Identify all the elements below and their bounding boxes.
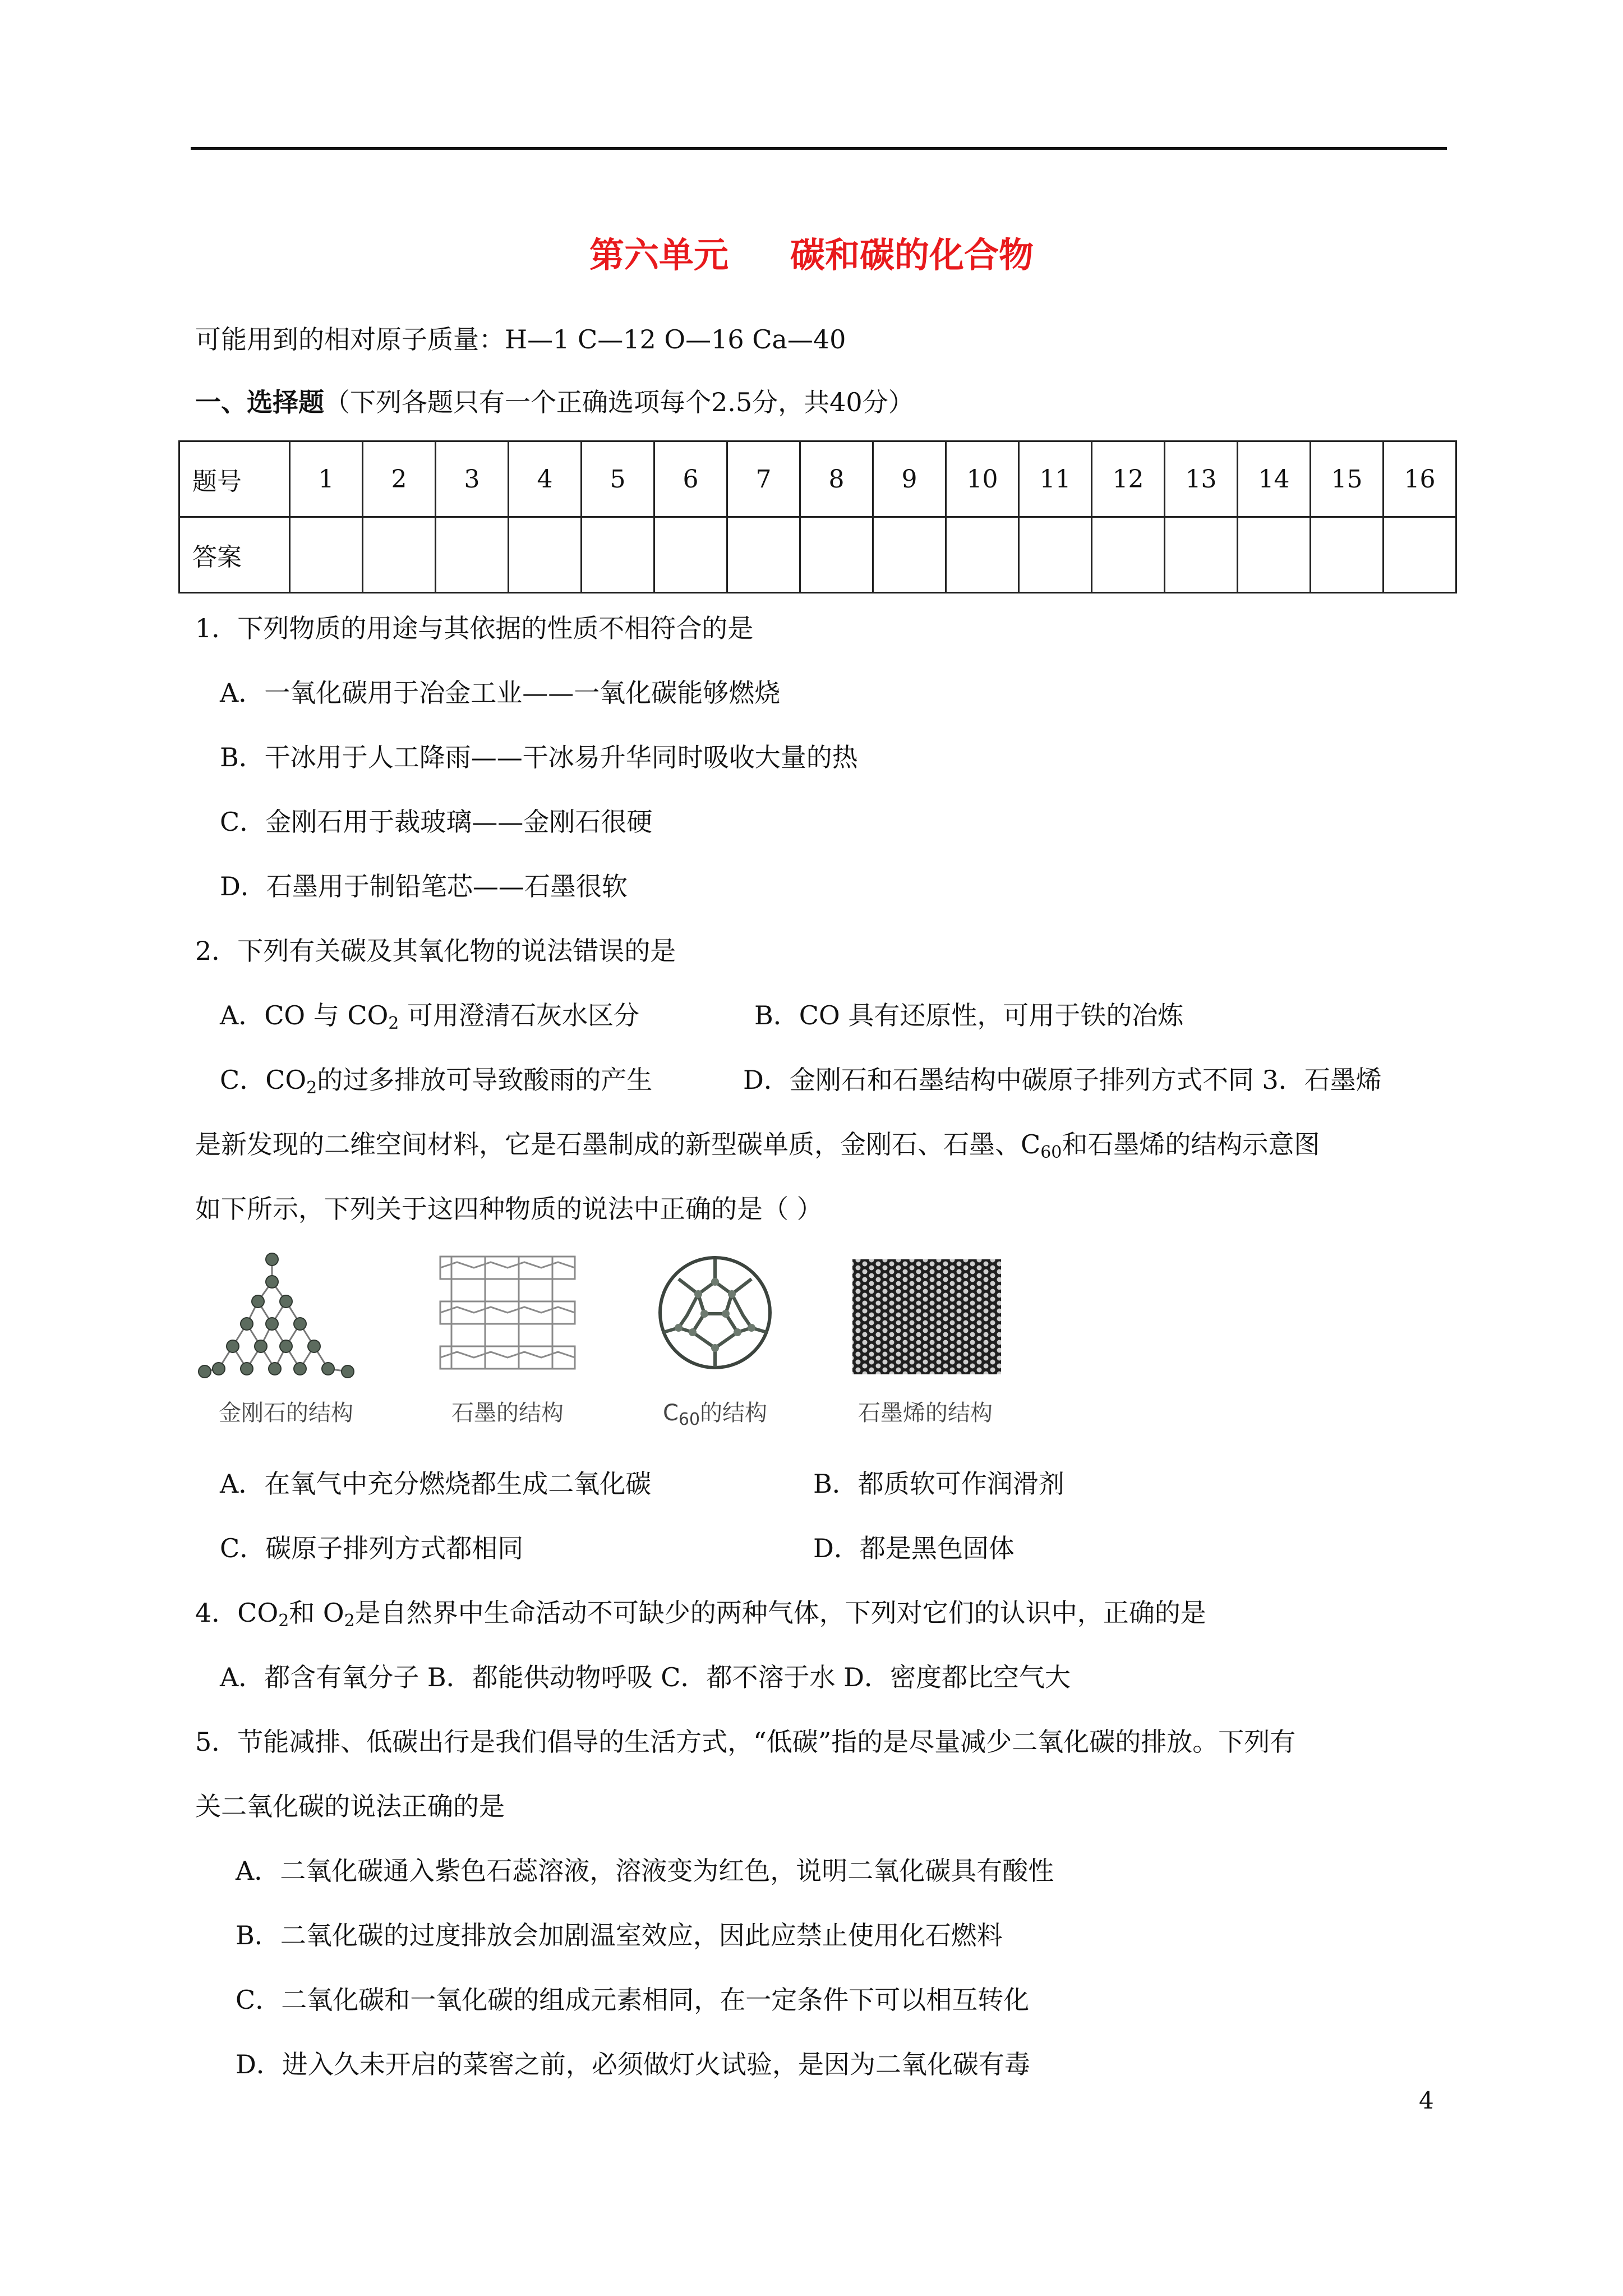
question-number-cell: 15 (1311, 441, 1384, 517)
q1-stem: 1．下列物质的用途与其依据的性质不相符合的是 (195, 613, 754, 643)
question-number-cell: 7 (727, 441, 800, 517)
section-label: 一、选择题 (195, 387, 324, 417)
table-row (179, 441, 1456, 517)
title-unit: 第六单元 (589, 234, 728, 275)
graphene-structure (841, 1248, 1009, 1426)
graphene-caption: 石墨烯的结构 (858, 1400, 993, 1426)
answer-cell[interactable] (946, 517, 1019, 593)
graphite-caption: 石墨的结构 (451, 1400, 564, 1426)
answer-cell[interactable] (509, 517, 582, 593)
question-number-cell: 16 (1384, 441, 1456, 517)
question-number-cell: 5 (582, 441, 654, 517)
q1-option-b: B．干冰用于人工降雨——干冰易升华同时吸收大量的热 (220, 742, 858, 772)
q5-stem-line1: 5．节能减排、低碳出行是我们倡导的生活方式，“低碳”指的是尽量减少二氧化碳的排放。下列有 (195, 1727, 1296, 1757)
q2-stem: 2．下列有关碳及其氧化物的说法错误的是 (195, 936, 676, 966)
question-number-cell: 11 (1019, 441, 1092, 517)
answer-table (178, 440, 1457, 593)
table-row (179, 517, 1456, 593)
c60-structure-image (648, 1248, 782, 1388)
question-number-cell: 4 (509, 441, 582, 517)
answer-cell[interactable] (727, 517, 800, 593)
q5-option-b: B．二氧化碳的过度排放会加剧温室效应，因此应禁止使用化石燃料 (236, 1920, 1003, 1950)
question-number-cell: 14 (1238, 441, 1311, 517)
q1-option-c: C．金刚石用于裁玻璃——金刚石很硬 (220, 807, 653, 837)
q1-option-a: A．一氧化碳用于冶金工业——一氧化碳能够燃烧 (220, 678, 781, 708)
atomic-masses: 可能用到的相对原子质量：H—1 C—12 O—16 Ca—40 (195, 324, 846, 355)
answer-cell[interactable] (873, 517, 946, 593)
diamond-caption: 金刚石的结构 (219, 1400, 353, 1426)
answer-cell[interactable] (1384, 517, 1456, 593)
question-number-cell: 1 (290, 441, 363, 517)
q3-option-c: C．碳原子排列方式都相同 (220, 1533, 524, 1563)
q2-option-c: C．$CO_2$的过多排放可导致酸雨的产生 (220, 1065, 653, 1098)
answer-cell[interactable] (1092, 517, 1165, 593)
q2-option-d-and-q3-start: D．金刚石和石墨结构中碳原子排列方式不同 3．石墨烯 (743, 1065, 1382, 1095)
section-heading (195, 385, 914, 419)
answer-cell[interactable] (1311, 517, 1384, 593)
header-rule (191, 147, 1447, 150)
page-title (0, 227, 1623, 277)
carbon-structures-figure (0, 1248, 1623, 1439)
answer-cell[interactable] (363, 517, 436, 593)
q3-stem-line2: 是新发现的二维空间材料，它是石墨制成的新型碳单质，金刚石、石墨、$C_{60}$和石墨烯的结构示意图 (195, 1129, 1320, 1162)
diamond-structure-image (193, 1248, 379, 1388)
graphene-structure-image (841, 1248, 1009, 1388)
table-header-cell: 题号 (179, 441, 290, 517)
answer-cell[interactable] (654, 517, 727, 593)
answer-cell[interactable] (1238, 517, 1311, 593)
table-header-cell: 答案 (179, 517, 290, 593)
q1-option-d: D．石墨用于制铅笔芯——石墨很软 (220, 871, 628, 901)
q4-options: A．都含有氧分子 B．都能供动物呼吸 C．都不溶于水 D．密度都比空气大 (220, 1662, 1071, 1692)
title-topic: 碳和碳的化合物 (790, 234, 1034, 275)
answer-cell[interactable] (800, 517, 873, 593)
question-number-cell: 13 (1165, 441, 1238, 517)
answer-cell[interactable] (1165, 517, 1238, 593)
question-number-cell: 6 (654, 441, 727, 517)
q3-stem-line3: 如下所示，下列关于这四种物质的说法中正确的是（ ） (195, 1194, 823, 1224)
answer-cell[interactable] (290, 517, 363, 593)
q2-option-a: A．CO 与 $CO_2$ 可用澄清石灰水区分 (220, 1000, 639, 1033)
q3-option-d: D．都是黑色固体 (813, 1533, 1015, 1563)
question-number-cell: 9 (873, 441, 946, 517)
q3-option-a: A．在氧气中充分燃烧都生成二氧化碳 (220, 1469, 652, 1499)
graphite-structure-image (429, 1248, 586, 1388)
question-number-cell: 12 (1092, 441, 1165, 517)
question-number-cell: 2 (363, 441, 436, 517)
diamond-structure (193, 1248, 379, 1426)
q5-option-a: A．二氧化碳通入紫色石蕊溶液，溶液变为红色，说明二氧化碳具有酸性 (236, 1856, 1054, 1886)
question-number-cell: 3 (436, 441, 509, 517)
graphite-structure (429, 1248, 586, 1426)
q5-stem-line2: 关二氧化碳的说法正确的是 (195, 1791, 505, 1821)
section-note: （下列各题只有一个正确选项每个2.5分，共40分） (324, 387, 914, 417)
q5-option-d: D．进入久未开启的菜窖之前，必须做灯火试验，是因为二氧化碳有毒 (236, 2049, 1030, 2079)
answer-cell[interactable] (1019, 517, 1092, 593)
q2-option-b: B．CO 具有还原性，可用于铁的冶炼 (754, 1000, 1184, 1030)
question-number-cell: 10 (946, 441, 1019, 517)
q3-option-b: B．都质软可作润滑剂 (813, 1469, 1064, 1499)
question-number-cell: 8 (800, 441, 873, 517)
q4-stem: 4．$CO_2$和 $O_2$是自然界中生命活动不可缺少的两种气体，下列对它们的认识中，正确的是 (195, 1598, 1206, 1631)
c60-structure (648, 1248, 782, 1429)
answer-cell[interactable] (436, 517, 509, 593)
answer-cell[interactable] (582, 517, 654, 593)
c60-caption: $C_{60}$的结构 (662, 1400, 768, 1429)
page-number: 4 (1419, 2087, 1434, 2114)
q5-option-c: C．二氧化碳和一氧化碳的组成元素相同，在一定条件下可以相互转化 (236, 1985, 1030, 2015)
